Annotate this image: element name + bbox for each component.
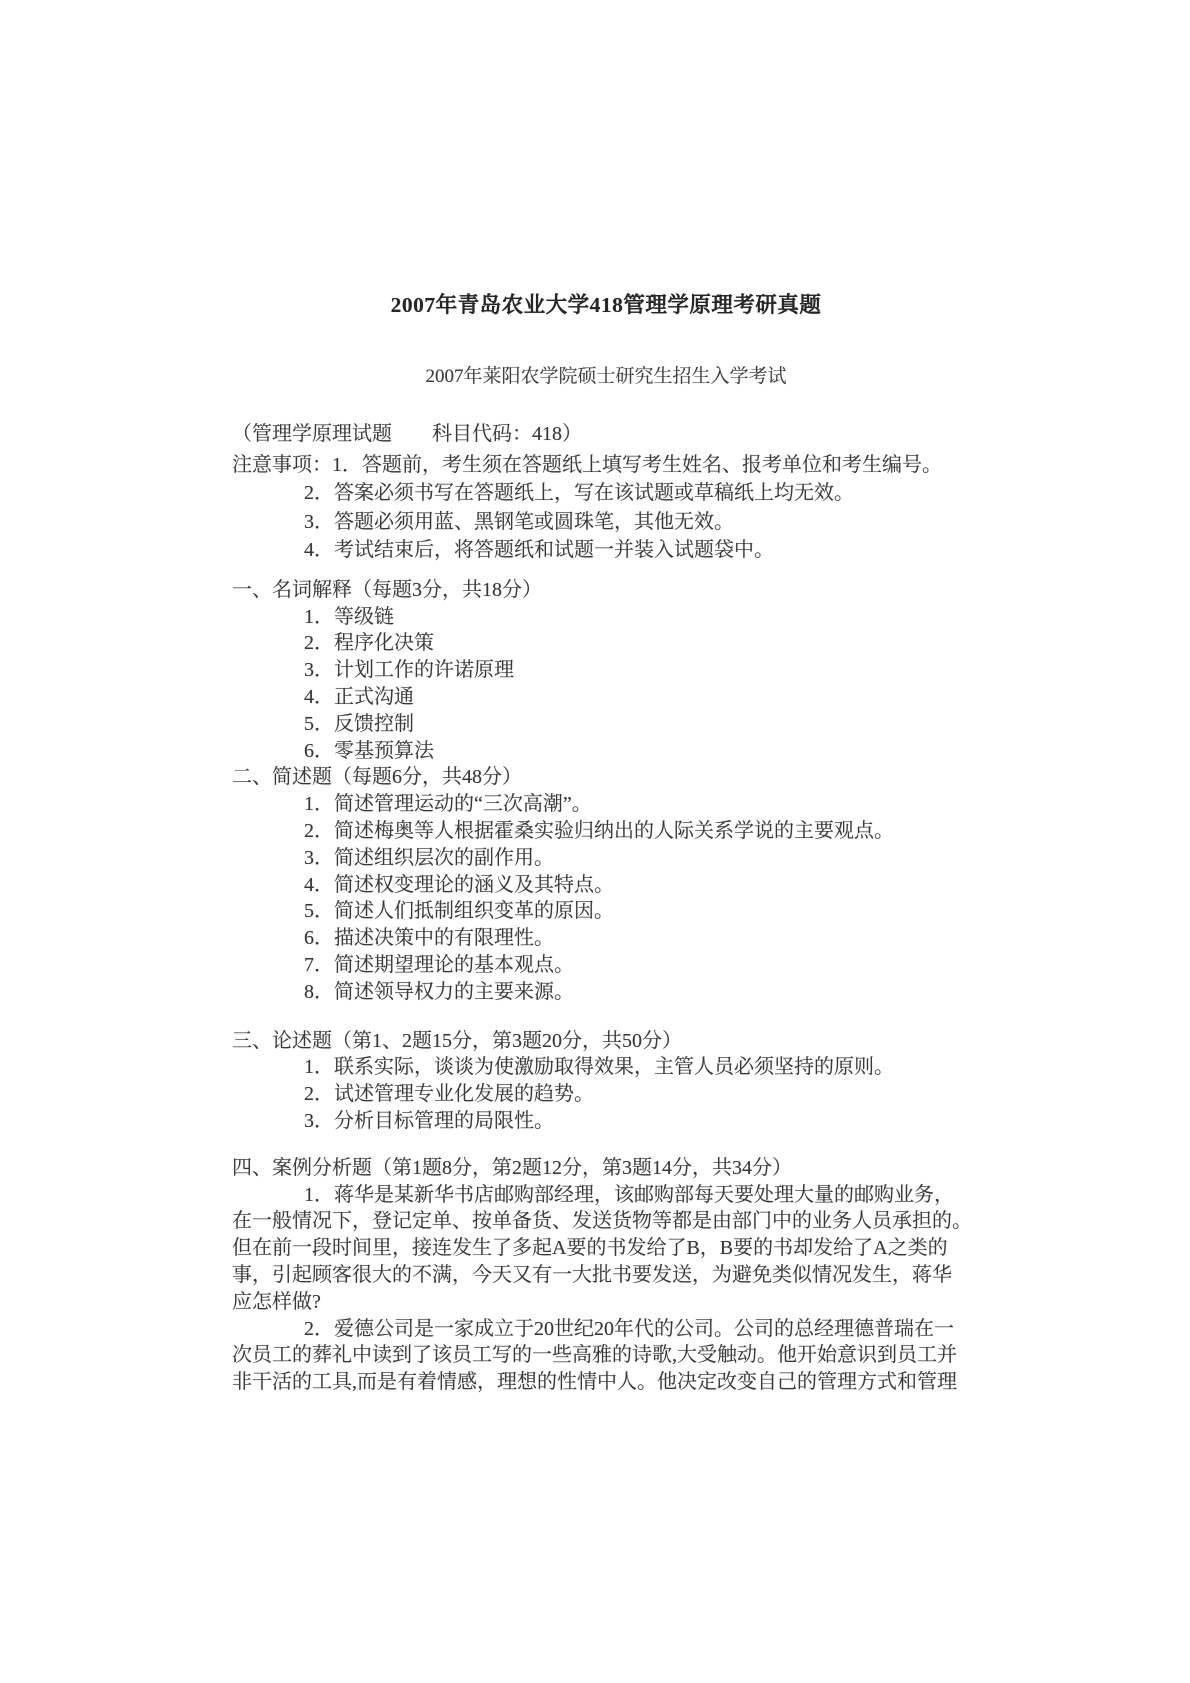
section-essay [232,1028,980,1135]
question-item: 2．简述梅奥等人根据霍桑实验归纳出的人际关系学说的主要观点。 [304,819,894,842]
question-item: 1．等级链 [304,605,394,628]
section-case-analysis [232,1155,980,1396]
notice-line [232,451,980,480]
section-short-answer [232,764,980,1005]
question-item: 4．简述权变理论的涵义及其特点。 [304,873,614,896]
document-subtitle: 2007年莱阳农学院硕士研究生招生入学考试 [425,366,787,387]
case-paragraph-line: 2．爱德公司是一家成立于20世纪20年代的公司。公司的总经理德普瑞在一 [304,1317,954,1340]
notice-label: 注意事项： [232,453,332,476]
notice-item: 2．答案必须书写在答题纸上，写在该试题或草稿纸上均无效。 [304,482,854,505]
case-paragraph-line: 事，引起顾客很大的不满，今天又有一大批书要发送，为避免类似情况发生，蒋华 [232,1263,952,1286]
question-item: 3．分析目标管理的局限性。 [304,1109,554,1132]
question-item: 1．简述管理运动的“三次高潮”。 [304,793,592,816]
case-paragraph-line: 非干活的工具,而是有着情感，理想的性情中人。他决定改变自己的管理方式和管理 [232,1371,957,1394]
question-item: 5．简述人们抵制组织变革的原因。 [304,900,614,923]
document-title: 2007年青岛农业大学418管理学原理考研真题 [390,293,822,317]
question-item: 3．计划工作的许诺原理 [304,659,514,682]
case-paragraph-line: 次员工的葬礼中读到了该员工写的一些高雅的诗歌,大受触动。他开始意识到员工并 [232,1344,957,1367]
document-body [232,0,980,1396]
section-heading: 三、论述题（第1、2题15分，第3题20分，共50分） [232,1029,682,1052]
section-heading: 一、名词解释（每题3分，共18分） [232,578,542,601]
question-item: 2．试述管理专业化发展的趋势。 [304,1083,594,1106]
notice-item: 3．答题必须用蓝、黑钢笔或圆珠笔，其他无效。 [304,510,734,533]
section-terms [232,577,980,765]
question-item: 2．程序化决策 [304,632,434,655]
paper-info-line: （管理学原理试题 科目代码：418） [232,423,582,445]
question-item: 8．简述领导权力的主要来源。 [304,980,574,1003]
question-item: 6．描述决策中的有限理性。 [304,927,554,950]
question-item: 6．零基预算法 [304,739,434,762]
question-item: 3．简述组织层次的副作用。 [304,846,554,869]
notice-block [232,451,980,565]
section-heading: 四、案例分析题（第1题8分，第2题12分，第3题14分，共34分） [232,1156,792,1179]
question-item: 5．反馈控制 [304,712,414,735]
question-item: 4．正式沟通 [304,685,414,708]
case-paragraph-line: 1．蒋华是某新华书店邮购部经理，该邮购部每天要处理大量的邮购业务， [304,1183,954,1206]
question-item: 1．联系实际，谈谈为使激励取得效果，主管人员必须坚持的原则。 [304,1056,894,1079]
case-paragraph-line: 应怎样做? [232,1290,321,1313]
notice-item: 4．考试结束后，将答题纸和试题一并装入试题袋中。 [304,539,774,562]
section-heading: 二、简述题（每题6分，共48分） [232,766,522,789]
notice-item: 1．答题前，考生须在答题纸上填写考生姓名、报考单位和考生编号。 [332,453,942,476]
question-item: 7．简述期望理论的基本观点。 [304,953,574,976]
case-paragraph-line: 但在前一段时间里，接连发生了多起A要的书发给了B，B要的书却发给了A之类的 [232,1237,948,1260]
case-paragraph-line: 在一般情况下，登记定单、按单备货、发送货物等都是由部门中的业务人员承担的。 [232,1210,972,1233]
